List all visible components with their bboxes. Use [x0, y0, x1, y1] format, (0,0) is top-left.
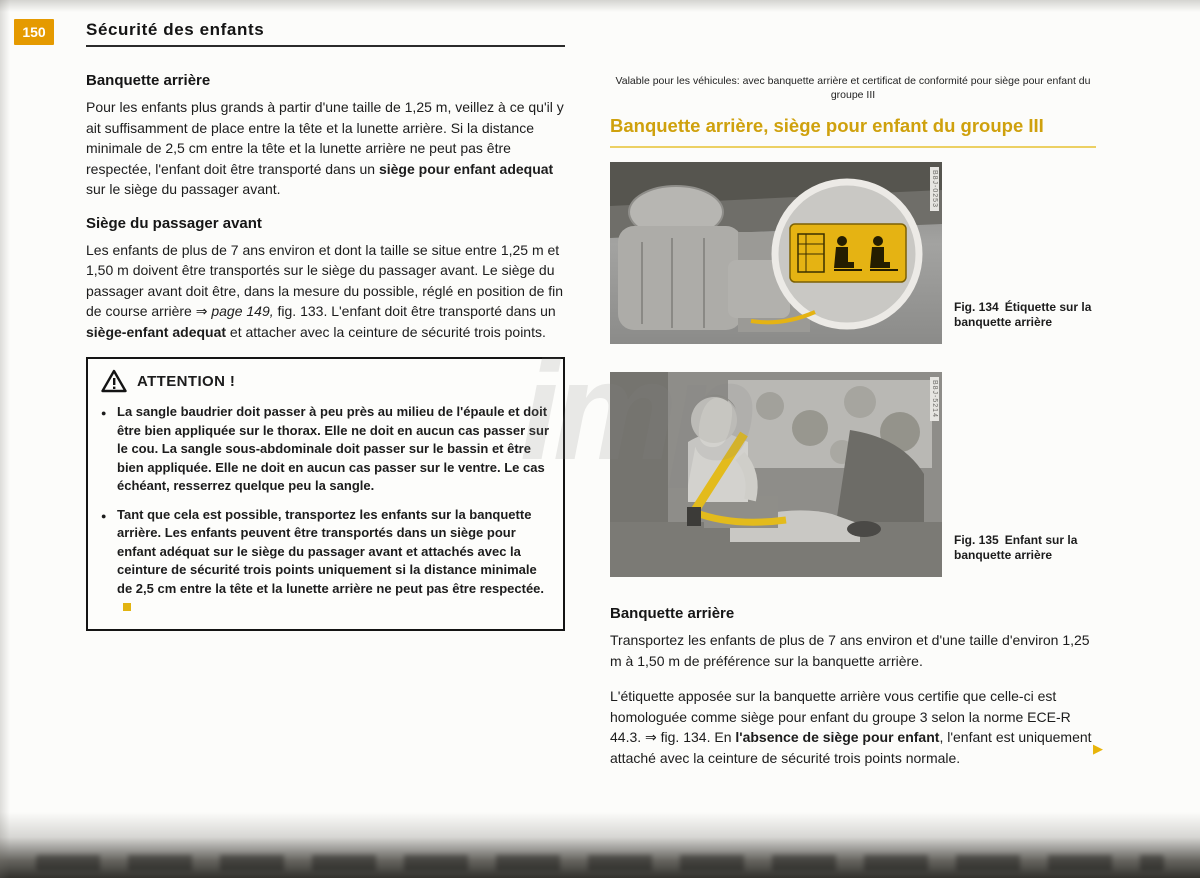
right-column — [610, 74, 1096, 783]
section-title: Sécurité des enfants — [86, 20, 265, 39]
scan-artifact-blurred-text — [36, 855, 1164, 871]
heading-rear-bench-left: Banquette arrière — [86, 72, 211, 89]
scan-artifact-bottom — [0, 812, 1200, 878]
figure-134-label: Fig. 134 — [954, 300, 999, 314]
child-on-rear-bench-illustration — [610, 372, 942, 577]
para-text: sur le siège du passager avant. — [86, 181, 281, 197]
para-text: L'étiquette apposée sur la banquette arrière vous certifie que celle-ci est homologuée comme siège pour enfant du groupe 3 selon la norme ECE-R 44.3. ⇒ fig. 134. En — [610, 688, 1071, 745]
group3-section-heading: Banquette arrière, siège pour enfant du groupe III — [610, 115, 1044, 136]
para-text: , l'enfant est uniquement attaché avec la ceinture de sécurité trois points normale. — [610, 729, 1092, 766]
figure-134-image — [610, 162, 942, 344]
warning-box — [86, 357, 565, 631]
figure-135-label: Fig. 135 — [954, 533, 999, 547]
warning-triangle-icon — [101, 369, 127, 393]
para-text: Les enfants de plus de 7 ans environ et dont la taille se situe entre 1,25 m et 1,50 m doivent être transportés sur le siège du passager avant. Le siège du passager avant doit être, dans la mesure du possible, réglé en position de fin de course arrière — [86, 241, 564, 319]
figure-135-image — [610, 372, 942, 577]
warning-text: La sangle baudrier doit passer à peu près au milieu de l'épaule et doit être bien appliquée sur le thorax. Elle ne doit en aucun cas passer sur le cou. La sangle sous-abdominale doit passer sur le bassin et être bien appliquée. Elle ne doit en aucun cas passer sur le ventre. Le cas échéant, resserrez quelque peu la sangle. — [117, 404, 550, 493]
para-text: fig. 133. L'enfant doit être transporté dans un — [273, 303, 556, 319]
figure-135-caption-text: Enfant sur la banquette arrière — [954, 533, 1078, 562]
left-column — [86, 72, 565, 631]
yellow-rule — [610, 146, 1096, 148]
figure-134 — [610, 162, 1096, 344]
figure-134-code-label: B8J-0253 — [930, 167, 939, 211]
para-rear-bench — [86, 97, 565, 200]
warning-bullet-2 — [101, 506, 550, 617]
page-reference: ⇒ page 149, — [195, 303, 274, 319]
figure-135-code-label: B8J-5214 — [930, 377, 939, 421]
para-label-certification — [610, 686, 1096, 768]
para-front-seat — [86, 240, 565, 343]
applicability-note: Valable pour les véhicules: avec banquette arrière et certificat de conformité pour siège pour enfant du groupe III — [615, 75, 1091, 101]
warning-title: ATTENTION ! — [137, 372, 236, 390]
heading-rear-bench-right: Banquette arrière — [610, 605, 735, 622]
section-end-marker-icon — [123, 603, 131, 611]
heading-front-seat: Siège du passager avant — [86, 214, 262, 232]
para-bold-text: l'absence de siège pour enfant — [735, 729, 940, 745]
para-text: Pour les enfants plus grands à partir d'une taille de 1,25 m, veillez à ce qu'il y ait suffisamment de place entre la tête et la lunette arrière. Si la distance minimale de 2,5 cm entre la tête et la lunette arrière ne peut pas être respectée, l'enfant doit être transporté dans un — [86, 99, 564, 177]
figure-134-caption-text: Étiquette sur la banquette arrière — [954, 300, 1092, 329]
figure-135 — [610, 372, 1096, 577]
figure-134-caption — [954, 300, 1092, 330]
title-rule — [86, 45, 565, 47]
para-bold-text: siège pour enfant adequat — [378, 160, 554, 177]
para-transport: Transportez les enfants de plus de 7 ans environ et d'une taille d'environ 1,25 m à 1,50 m de préférence sur la banquette arrière. — [610, 632, 1090, 669]
scan-edge-shading — [0, 0, 10, 878]
warning-header — [101, 369, 550, 393]
figure-135-caption — [954, 533, 1092, 563]
warning-bullet-1 — [101, 403, 550, 496]
para-text: et attacher avec la ceinture de sécurité trois points. — [226, 323, 546, 340]
continuation-arrow-icon: ▶ — [1093, 741, 1103, 756]
page-number-badge: 150 — [14, 19, 54, 45]
rear-bench-label-illustration — [610, 162, 942, 344]
warning-text: Tant que cela est possible, transportez les enfants sur la banquette arrière. Les enfants peuvent être transportés dans un siège pour enfant adéquat sur le siège du passager avant et attachés avec la ceinture de sécurité trois points uniquement si la distance minimale de 2,5 cm entre la tête et la lunette arrière ne peut pas être respectée. — [117, 506, 545, 596]
para-bold-text: siège-enfant adequat — [86, 323, 227, 340]
